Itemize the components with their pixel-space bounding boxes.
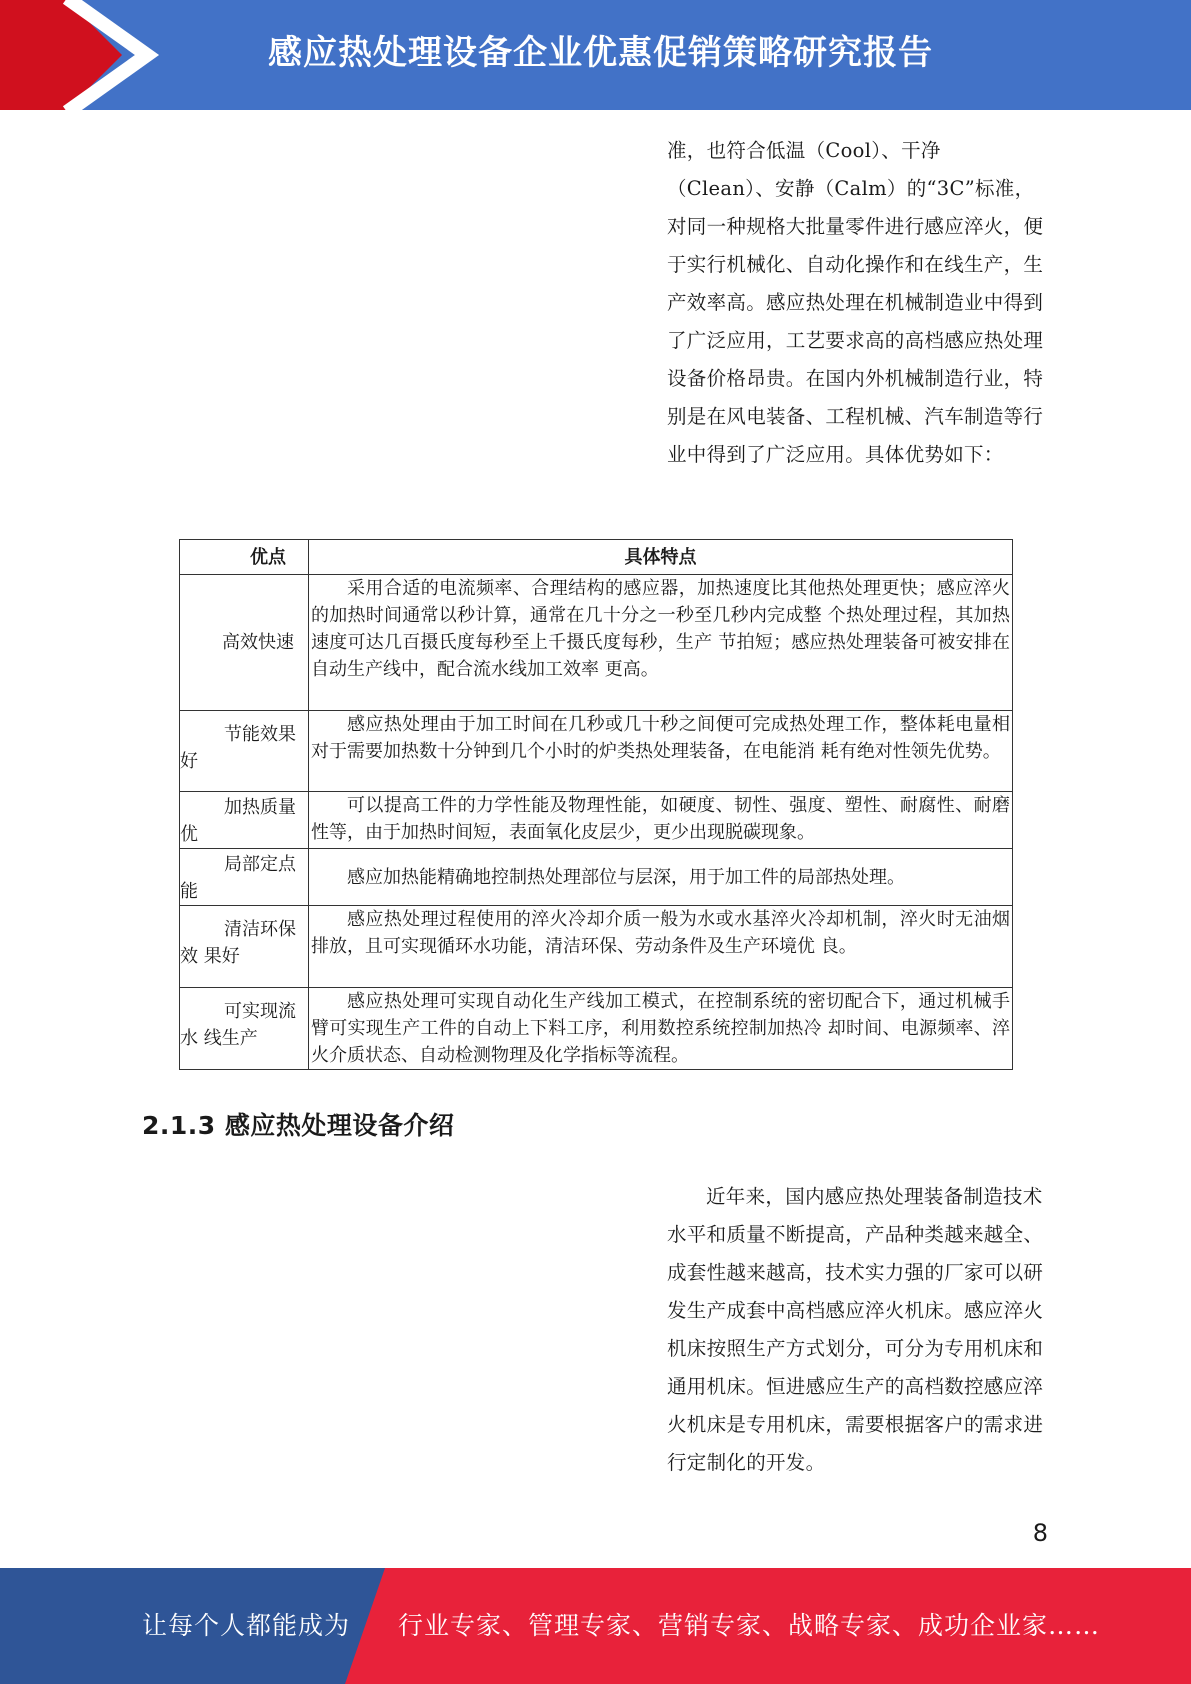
intro-text-block bbox=[667, 132, 1047, 474]
detail-text: 感应热处理由于加工时间在几秒或几十秒之间便可完成热处理工作，整体耗电量相对于需要加热数十分钟到几个小时的炉类热处理装备，在电能消 耗有绝对性领先优势。 bbox=[311, 714, 1010, 762]
advantage-cell bbox=[180, 711, 309, 792]
intro-paragraph: 准，也符合低温（Cool）、干净（Clean）、安静（Calm）的“3C”标准，对同一种规格大批量零件进行感应淬火，便于实行机械化、自动化操作和在线生产，生产效率高。感应热处理在机械制造业中得到了广泛应用，工艺要求高的高档感应热处理设备价格昂贵。在国内外机械制造行业，特别是在风电装备、工程机械、汽车制造等行业中得到了广泛应用。具体优势如下： bbox=[667, 139, 1044, 466]
advantage-label: 清洁环保效 果好 bbox=[180, 919, 296, 967]
detail-text: 感应热处理过程使用的淬火冷却介质一般为水或水基淬火冷却机制，淬火时无油烟排放，且可实现循环水功能，清洁环保、劳动条件及生产环境优 良。 bbox=[311, 909, 1010, 957]
footer-slogan-right: 行业专家、管理专家、营销专家、战略专家、成功企业家…… bbox=[398, 1611, 1101, 1640]
detail-cell bbox=[309, 575, 1013, 711]
detail-cell bbox=[309, 849, 1013, 906]
advantage-cell bbox=[180, 849, 309, 906]
advantage-label: 加热质量优 bbox=[180, 797, 296, 845]
advantage-label: 可实现流水 线生产 bbox=[180, 1001, 296, 1049]
table-header-advantage: 优点 bbox=[180, 540, 309, 575]
advantage-cell bbox=[180, 988, 309, 1070]
table-header-detail: 具体特点 bbox=[309, 540, 1013, 575]
advantage-label: 局部定点能 bbox=[180, 854, 296, 902]
advantage-cell bbox=[180, 792, 309, 849]
table-row bbox=[180, 711, 1013, 792]
report-title: 感应热处理设备企业优惠促销策略研究报告 bbox=[268, 33, 933, 73]
table-row bbox=[180, 906, 1013, 988]
section-paragraph: 近年来，国内感应热处理装备制造技术水平和质量不断提高，产品种类越来越全、成套性越来越高，技术实力强的厂家可以研发生产成套中高档感应淬火机床。感应淬火机床按照生产方式划分，可分为专用机床和通用机床。恒进感应生产的高档数控感应淬火机床是专用机床，需要根据客户的需求进行定制化的开发。 bbox=[667, 1185, 1044, 1474]
detail-cell bbox=[309, 711, 1013, 792]
detail-cell bbox=[309, 906, 1013, 988]
detail-text: 采用合适的电流频率、合理结构的感应器，加热速度比其他热处理更快；感应淬火的加热时间通常以秒计算，通常在几十分之一秒至几秒内完成整 个热处理过程，其加热速度可达几百摄氏度每秒至上千摄氏度每秒，生产 节拍短；感应热处理装备可被安排在自动生产线中，配合流水线加工效率 更高。 bbox=[311, 578, 1010, 680]
table-row bbox=[180, 575, 1013, 711]
page-header bbox=[0, 0, 1191, 110]
detail-cell bbox=[309, 792, 1013, 849]
detail-text: 可以提高工件的力学性能及物理性能，如硬度、韧性、强度、塑性、耐腐性、耐磨性等，由于加热时间短，表面氧化皮层少，更少出现脱碳现象。 bbox=[311, 795, 1010, 843]
section-heading: 2.1.3 感应热处理设备介绍 bbox=[142, 1111, 455, 1140]
table-row bbox=[180, 792, 1013, 849]
detail-text: 感应热处理可实现自动化生产线加工模式，在控制系统的密切配合下，通过机械手臂可实现生产工件的自动上下料工序，利用数控系统控制加热冷 却时间、电源频率、淬火介质状态、自动检测物理及化学指标等流程。 bbox=[311, 991, 1010, 1066]
advantages-table bbox=[179, 539, 1013, 1070]
page-number: 8 bbox=[1032, 1519, 1048, 1547]
section-text-block bbox=[667, 1178, 1047, 1482]
table-row bbox=[180, 988, 1013, 1070]
table-row bbox=[180, 849, 1013, 906]
advantage-label: 高效快速 bbox=[222, 632, 294, 653]
footer-slogan-left: 让每个人都能成为 bbox=[142, 1611, 351, 1640]
table-header-row bbox=[180, 540, 1013, 575]
page-footer bbox=[0, 1568, 1191, 1684]
advantage-cell bbox=[180, 906, 309, 988]
advantage-label: 节能效果好 bbox=[180, 724, 296, 772]
detail-text: 感应加热能精确地控制热处理部位与层深，用于加工件的局部热处理。 bbox=[347, 866, 905, 888]
advantage-cell bbox=[180, 575, 309, 711]
detail-cell bbox=[309, 988, 1013, 1070]
